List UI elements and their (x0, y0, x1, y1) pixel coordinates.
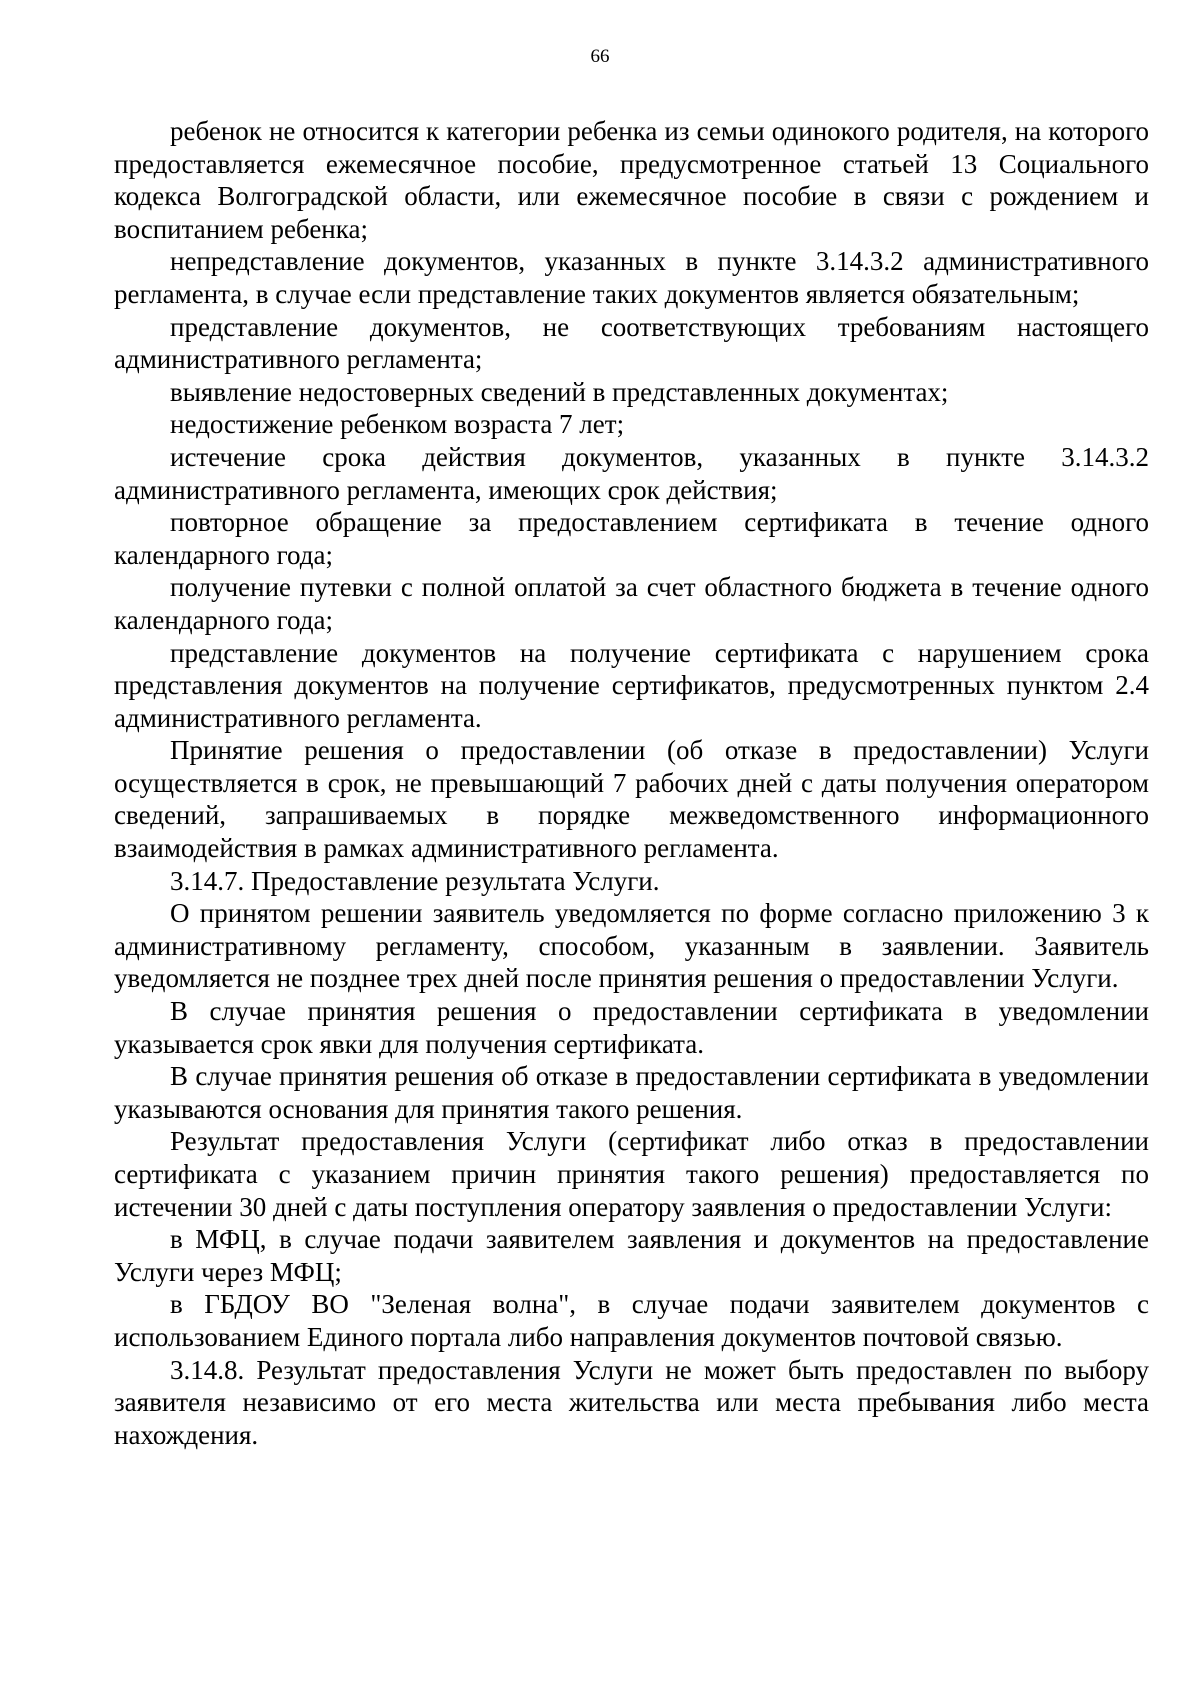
paragraph-refusal-nonconforming-documents: представление документов, не соответствующих требованиям настоящего административного регламента; (114, 311, 1149, 375)
paragraph-result-delivery: Результат предоставления Услуги (сертификат либо отказ в предоставлении сертификата с указанием причин принятия такого решения) предоставляется по истечении 30 дней с даты поступления оператору заявления о предоставлении Услуги: (114, 1126, 1149, 1222)
paragraph-decision-term: Принятие решения о предоставлении (об отказе в предоставлении) Услуги осуществляется в срок, не превышающий 7 рабочих дней с даты получения оператором сведений, запрашиваемых в порядке межведомственного информационного взаимодействия в рамках административного регламента. (114, 735, 1149, 864)
paragraph-refusal-repeat-request: повторное обращение за предоставлением сертификата в течение одного календарного года; (114, 507, 1149, 570)
paragraph-refusal-age: недостижение ребенком возраста 7 лет; (170, 409, 625, 440)
paragraph-refusal-missing-documents: непредставление документов, указанных в пункте 3.14.3.2 административного регламента, в случае если представление таких документов является обязательным; (114, 246, 1149, 309)
paragraph-delivery-mfc: в МФЦ, в случае подачи заявителем заявления и документов на предоставление Услуги через МФЦ; (114, 1224, 1149, 1287)
paragraph-refusal-single-parent: ребенок не относится к категории ребенка из семьи одинокого родителя, на которого предоставляется ежемесячное пособие, предусмотренное статьей 13 Социального кодекса Волгоградской области, или ежемесячное пособие в связи с рождением и воспитанием ребенка; (114, 116, 1149, 244)
paragraph-refusal-notice: В случае принятия решения об отказе в предоставлении сертификата в уведомлении указываются основания для принятия такого решения. (114, 1061, 1149, 1124)
paragraph-refusal-false-information: выявление недостоверных сведений в представленных документах; (170, 376, 949, 407)
paragraph-refusal-voucher-received: получение путевки с полной оплатой за счет областного бюджета в течение одного календарного года; (114, 572, 1149, 635)
page-number: 66 (590, 46, 610, 67)
document-body (114, 115, 1149, 1451)
paragraph-delivery-gbdou: в ГБДОУ ВО "Зеленая волна", в случае подачи заявителем документов с использованием Единого портала либо направления документов почтовой связью. (114, 1289, 1149, 1352)
paragraph-refusal-deadline-violation: представление документов на получение сертификата с нарушением срока представления документов на получение сертификатов, предусмотренных пунктом 2.4 административного регламента. (114, 637, 1149, 733)
section-paragraph-3-14-8: 3.14.8. Результат предоставления Услуги не может быть предоставлен по выбору заявителя независимо от его места жительства или места пребывания либо места нахождения. (114, 1354, 1149, 1450)
paragraph-notification: О принятом решении заявитель уведомляется по форме согласно приложению 3 к административному регламенту, способом, указанным в заявлении. Заявитель уведомляется не позднее трех дней после принятия решения о предоставлении Услуги. (114, 898, 1149, 994)
section-heading-3-14-7: 3.14.7. Предоставление результата Услуги. (170, 865, 660, 896)
paragraph-approval-notice: В случае принятия решения о предоставлении сертификата в уведомлении указывается срок явки для получения сертификата. (114, 996, 1149, 1059)
paragraph-refusal-expired-documents: истечение срока действия документов, указанных в пункте 3.14.3.2 административного регламента, имеющих срок действия; (114, 441, 1149, 505)
